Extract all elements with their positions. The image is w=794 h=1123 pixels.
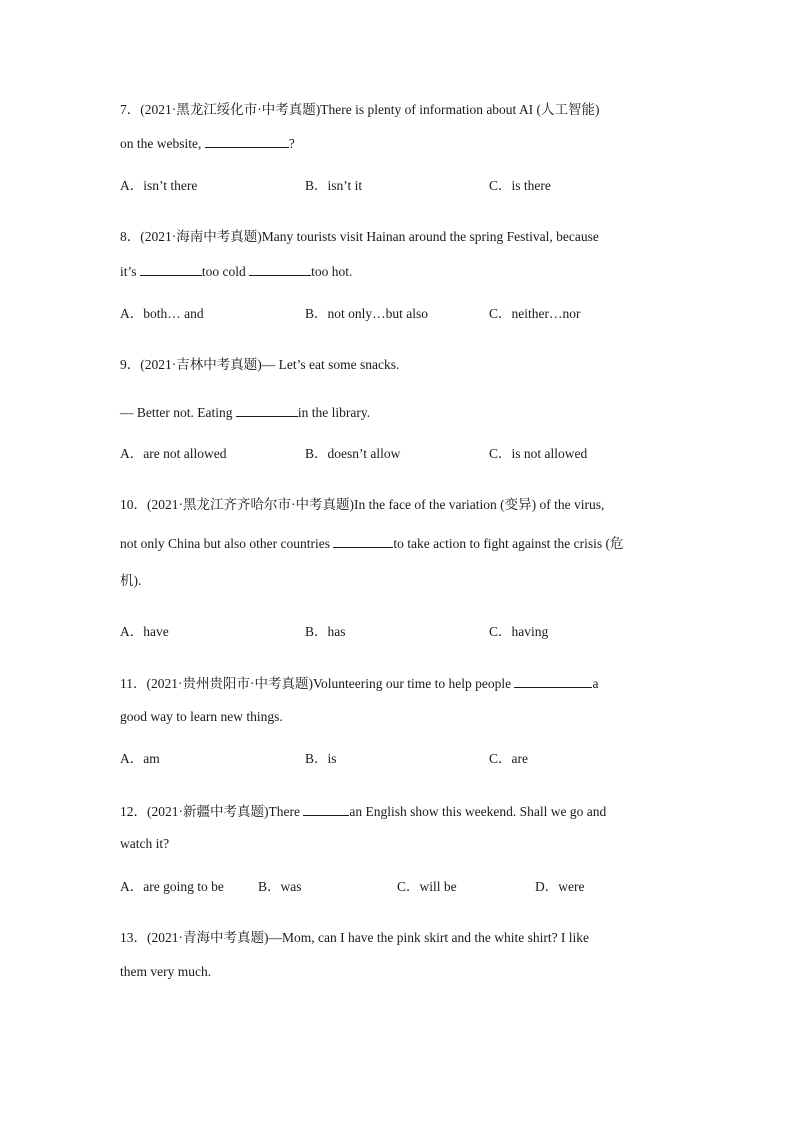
question-text: There	[268, 804, 304, 819]
question-text: —Mom, can I have the pink skirt and the white shirt? I like	[268, 930, 590, 945]
option-a: A．have	[120, 624, 169, 639]
question-text: it’s	[120, 264, 140, 279]
answer-blank	[514, 674, 592, 688]
question-7-line-1: 7．(2021·黑龙江绥化市·中考真题)There is plenty of information about AI (人工智能)	[120, 102, 600, 117]
question-source: (2021·贵州贵阳市·中考真题)	[146, 676, 313, 691]
question-text: good way to learn new things.	[120, 709, 283, 724]
question-13-line-1: 13．(2021·青海中考真题)—Mom, can I have the pink skirt and the white shirt? I like	[120, 930, 590, 945]
question-12-line-1: 12．(2021·新疆中考真题)There an English show this weekend. Shall we go and	[120, 804, 607, 819]
question-12-line-2	[120, 835, 169, 853]
option-a: A．both… and	[120, 306, 204, 321]
question-8-line-1: 8．(2021·海南中考真题)Many tourists visit Hainan around the spring Festival, because	[120, 229, 599, 244]
question-source: (2021·黑龙江绥化市·中考真题)	[140, 102, 321, 117]
question-source: (2021·青海中考真题)	[147, 930, 269, 945]
option-c: C．is not allowed	[489, 446, 588, 461]
question-text: There is plenty of information about AI (人工智能)	[320, 102, 600, 117]
question-text: them very much.	[120, 964, 212, 979]
question-11-line-2	[120, 708, 283, 726]
question-source: (2021·海南中考真题)	[140, 229, 262, 244]
question-source: (2021·新疆中考真题)	[147, 804, 269, 819]
question-10-line-2	[120, 534, 624, 553]
question-text: too cold	[201, 264, 250, 279]
question-10-line-1: 10．(2021·黑龙江齐齐哈尔市·中考真题)In the face of the variation (变异) of the virus,	[120, 497, 605, 512]
option-b: B．was	[258, 879, 302, 894]
question-text: Volunteering our time to help people	[312, 676, 515, 691]
question-number: 8	[120, 229, 127, 244]
option-c: C．will be	[397, 879, 457, 894]
question-10-line-3	[120, 572, 141, 590]
answer-blank	[333, 534, 393, 548]
question-text: to take action to fight against the crisis (危	[393, 536, 624, 551]
question-text: in the library.	[297, 405, 371, 420]
question-text: In the face of the variation (变异) of the virus,	[353, 497, 605, 512]
question-text: Many tourists visit Hainan around the spring Festival, because	[261, 229, 599, 244]
question-text: — Let’s eat some snacks.	[261, 357, 400, 372]
question-text: 机).	[120, 573, 142, 588]
option-b: B．doesn’t allow	[305, 446, 401, 461]
question-7-line-2	[120, 134, 295, 153]
question-text: ?	[288, 136, 295, 151]
answer-blank	[140, 262, 202, 276]
question-9-line-2	[120, 403, 370, 422]
question-text: not only China but also other countries	[120, 536, 334, 551]
option-c: C．is there	[489, 178, 551, 193]
option-b: B．is	[305, 751, 337, 766]
question-13-line-2	[120, 963, 211, 981]
question-number: 13	[120, 930, 134, 945]
answer-blank	[249, 262, 311, 276]
option-a: A．are going to be	[120, 879, 224, 894]
question-source: (2021·吉林中考真题)	[140, 357, 262, 372]
question-source: (2021·黑龙江齐齐哈尔市·中考真题)	[147, 497, 354, 512]
option-b: B．not only…but also	[305, 306, 429, 321]
option-a: A．am	[120, 751, 160, 766]
option-c: C．having	[489, 624, 549, 639]
option-b: B．has	[305, 624, 346, 639]
question-text: — Better not. Eating	[120, 405, 236, 420]
question-text: an English show this weekend. Shall we go and	[349, 804, 607, 819]
question-text: watch it?	[120, 836, 170, 851]
option-d: D．were	[535, 879, 585, 894]
option-b: B．isn’t it	[305, 178, 363, 193]
answer-blank	[303, 802, 349, 816]
question-text: too hot.	[311, 264, 353, 279]
option-a: A．are not allowed	[120, 446, 227, 461]
question-number: 7	[120, 102, 127, 117]
question-9-line-1: 9．(2021·吉林中考真题)— Let’s eat some snacks.	[120, 357, 400, 372]
option-c: C．are	[489, 751, 528, 766]
question-number: 9	[120, 357, 127, 372]
question-8-line-2	[120, 262, 352, 281]
option-a: A．isn’t there	[120, 178, 198, 193]
answer-blank	[205, 134, 289, 148]
option-c: C．neither…nor	[489, 306, 581, 321]
question-number: 12	[120, 804, 134, 819]
question-number: 11	[120, 676, 133, 691]
answer-blank	[236, 403, 298, 417]
question-11-line-1: 11．(2021·贵州贵阳市·中考真题)Volunteering our time to help people a	[120, 676, 599, 691]
question-text: a	[592, 676, 599, 691]
question-text: on the website,	[120, 136, 205, 151]
question-number: 10	[120, 497, 134, 512]
